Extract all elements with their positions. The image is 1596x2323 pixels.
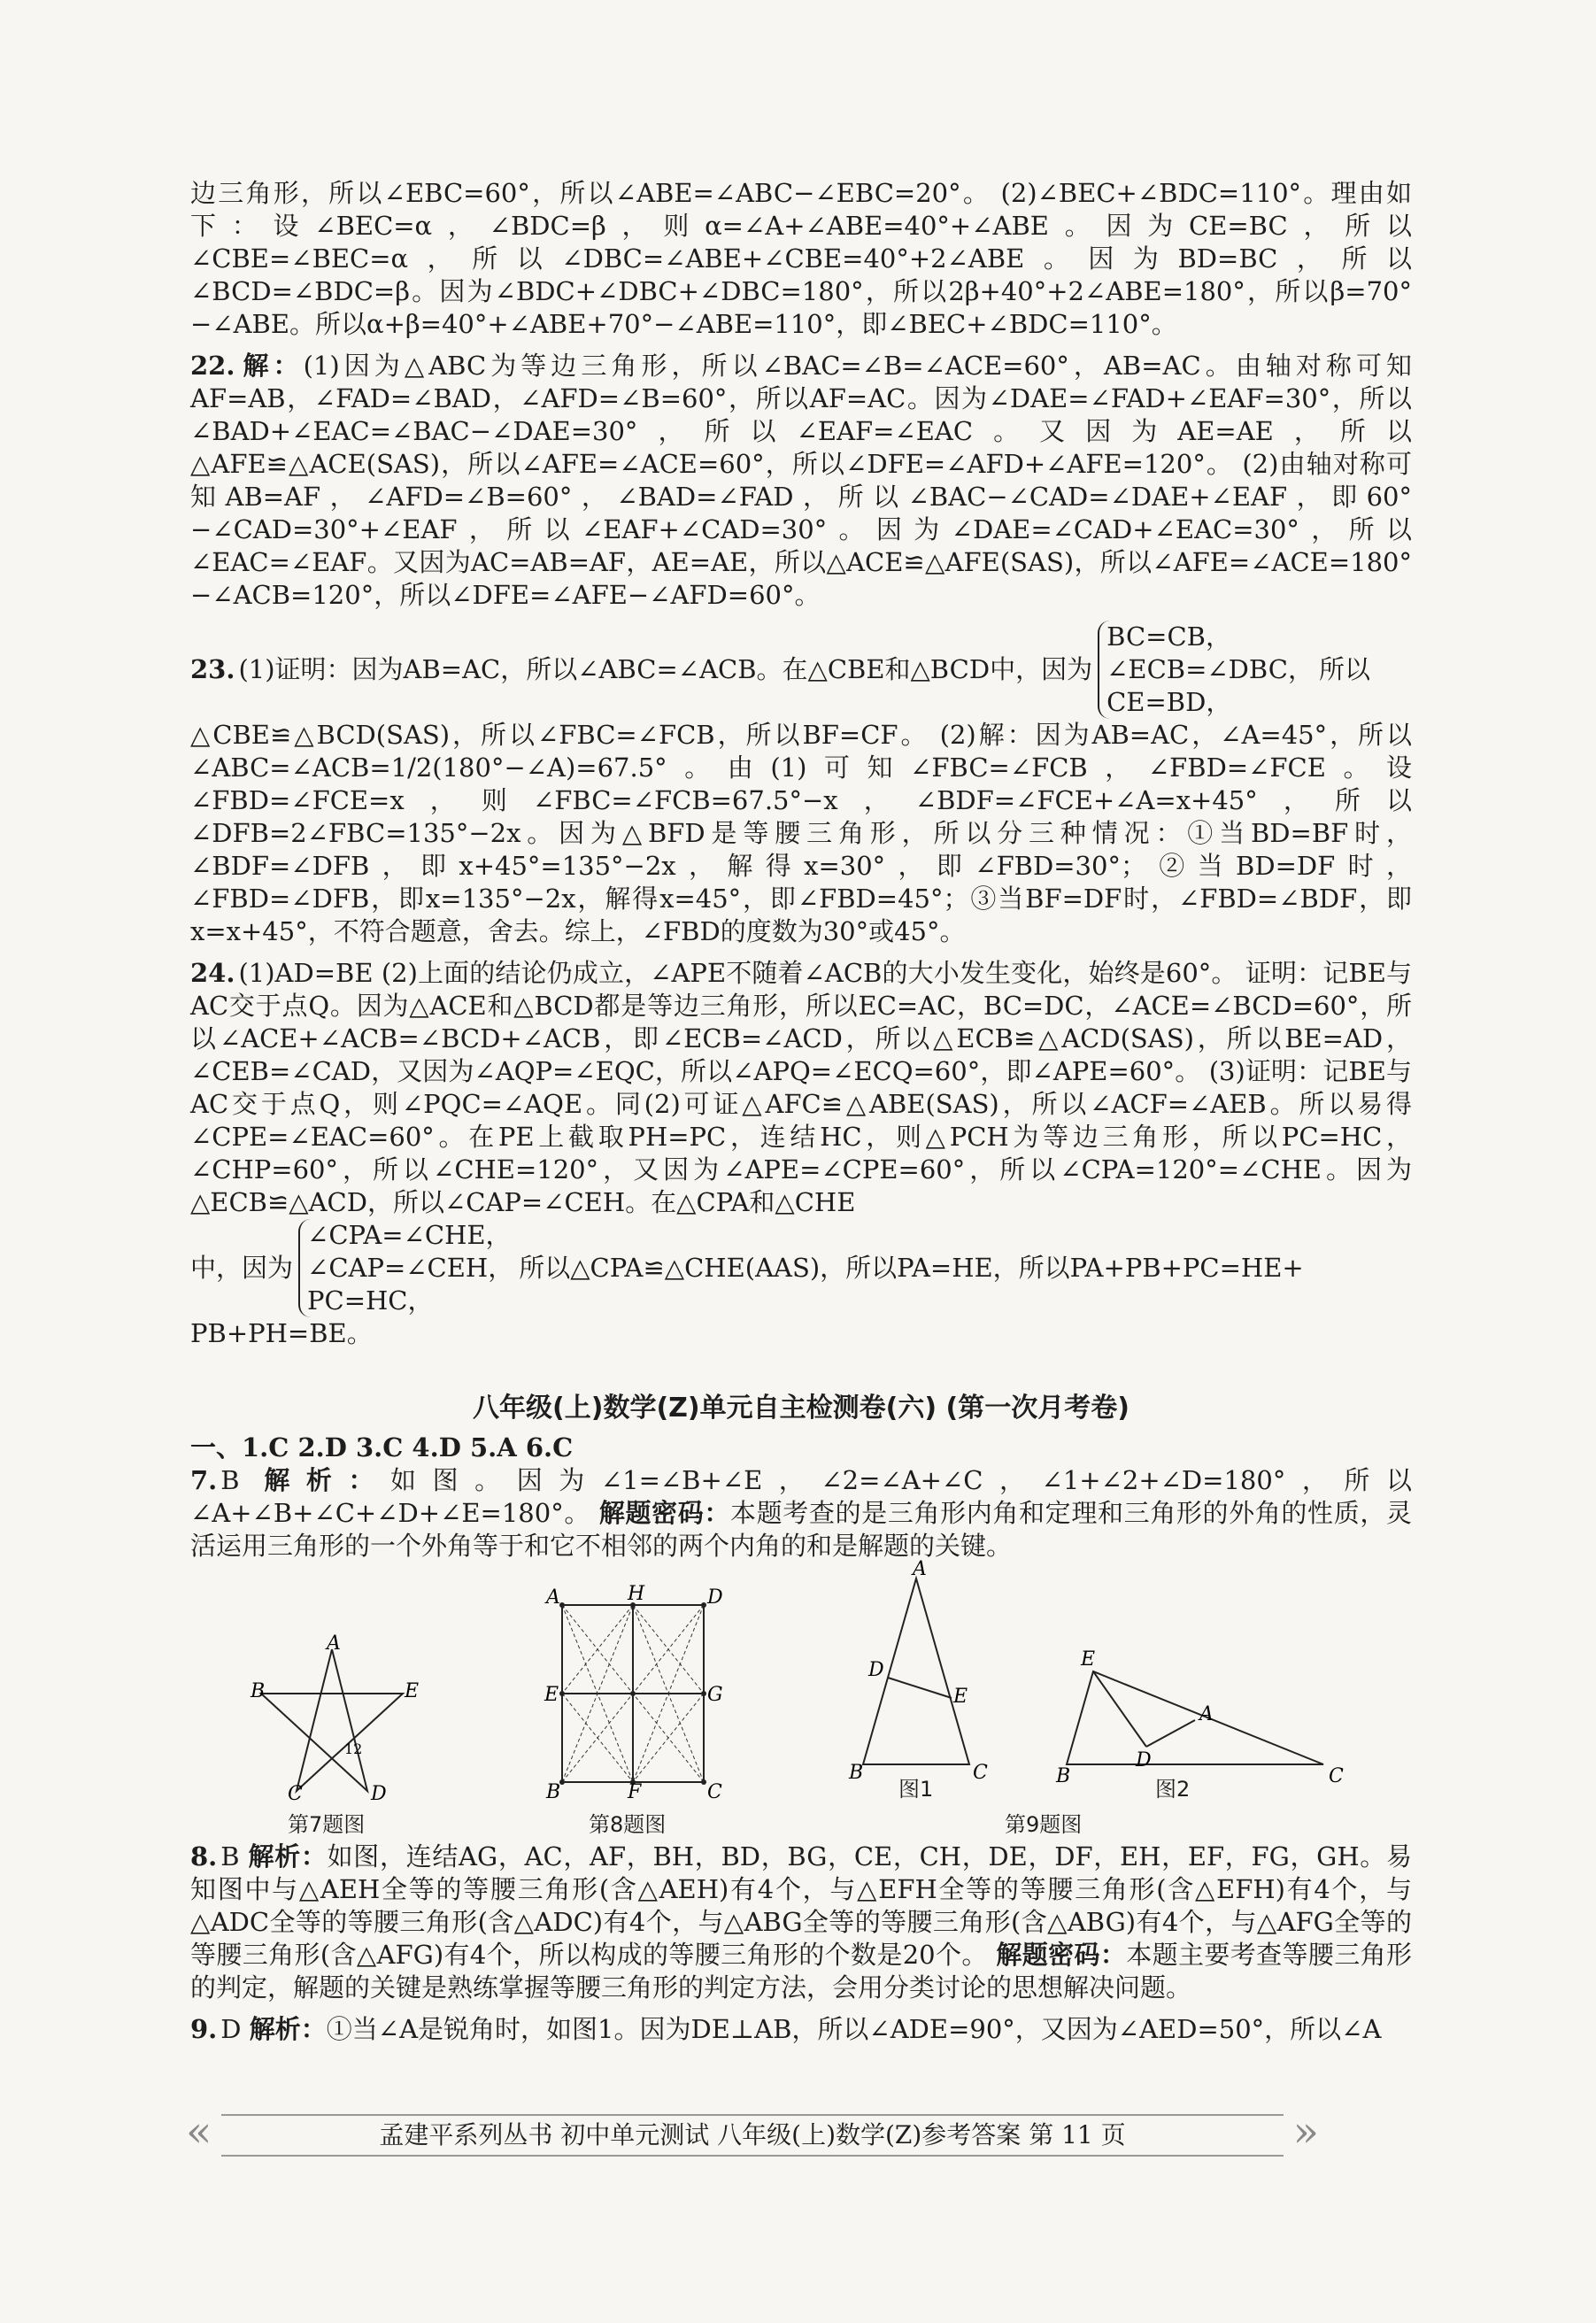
fig9-triangles-diagram	[828, 1558, 1359, 1800]
svg-text:D: D	[868, 1659, 884, 1681]
q7-keyword-2: 解题密码：	[598, 1498, 731, 1528]
q21-continuation: 边三角形，所以∠EBC=60°，所以∠ABE=∠ABC−∠EBC=20°。 (2)∠BEC+∠BDC=110°。理由如下：设∠BEC=α，∠BDC=β，则α=∠A+∠ABE=40°+∠ABE。因为CE=BC，所以∠CBE=∠BEC=α，所以∠DBC=∠ABE+∠CBE=40°+2∠ABE。因为BD=BC，所以∠BCD=∠BDC=β。因为∠BDC+∠DBC+∠DBC=180°，所以2β+40°+2∠ABE=180°，所以β=70°−∠ABE。所以α+β=40°+∠ABE+70°−∠ABE=110°，即∠BEC+∠BDC=110°。	[190, 178, 1412, 339]
q22-text: (1)因为△ABC为等边三角形，所以∠BAC=∠B=∠ACE=60°，AB=AC。由轴对称可知AF=AB，∠FAD=∠BAD，∠AFD=∠B=60°，所以AF=AC。因为∠DAE=∠FAD+∠EAF=30°，所以∠BAD+∠EAC=∠BAC−∠DAE=30°，所以∠EAF=∠EAC。又因为AE=AE，所以△AFE≌△ACE(SAS)，所以∠AFE=∠ACE=60°，所以∠DFE=∠AFD+∠AFE=120°。 (2)由轴对称可知AB=AF，∠AFD=∠B=60°，∠BAD=∠FAD，所以∠BAC−∠CAD=∠DAE+∠EAF，即60°−∠CAD=30°+∠EAF，所以∠EAF+∠CAD=30°。因为∠DAE=∠CAD+∠EAC=30°，所以∠EAC=∠EAF。又因为AC=AB=AF，AE=AE，所以△ACE≌△AFE(SAS)，所以∠AFE=∠ACE=180°−∠ACB=120°，所以∠DFE=∠AFE−∠AFD=60°。	[190, 351, 1412, 610]
q23-brace-line: BC=CB，	[1106, 621, 1231, 652]
q8-choice: B	[220, 1841, 240, 1872]
fig7-caption: 第7题图	[288, 1812, 366, 1837]
q23-brace	[1098, 621, 1314, 719]
q24-text-b: 中，因为	[190, 1253, 294, 1283]
svg-text:B: B	[546, 1781, 561, 1803]
q8-answer	[190, 1841, 1412, 2004]
figure-row	[190, 1558, 1412, 1837]
q7-text-b: 本题考查的是三角形内角和定理和三角形的外角的性质，灵活运用三角形的一个外角等于和它不相邻的两个内角的和是解题的关键。	[190, 1498, 1412, 1561]
fig9-label-1: 图1	[898, 1777, 934, 1802]
right-arrow-icon: »	[1292, 2107, 1319, 2157]
svg-text:C: C	[288, 1783, 303, 1805]
svg-text:E: E	[953, 1686, 968, 1708]
q24-number: 24.	[190, 958, 235, 988]
q22-number: 22.	[190, 351, 235, 381]
q9-choice: D	[220, 2014, 242, 2044]
svg-text:D: D	[371, 1783, 387, 1805]
q9-keyword: 解析：	[249, 2014, 327, 2044]
fig8-grid-diagram	[544, 1583, 723, 1803]
svg-text:G: G	[707, 1684, 723, 1706]
q7-choice: B	[220, 1465, 240, 1495]
q8-text-b: 本题主要考查等腰三角形的判定，解题的关键是熟练掌握等腰三角形的判定方法，会用分类讨论的思想解决问题。	[190, 1940, 1412, 2003]
q9-number: 9.	[190, 2014, 218, 2044]
q24-brace-line: PC=HC，	[307, 1285, 434, 1316]
fig9-caption: 第9题图	[1005, 1812, 1083, 1837]
q24-brace	[298, 1219, 513, 1317]
q22-answer	[190, 350, 1412, 612]
svg-text:B: B	[251, 1680, 266, 1702]
q23-brace-line: CE=BD，	[1106, 687, 1232, 717]
svg-text:H: H	[628, 1583, 645, 1605]
svg-text:C: C	[1329, 1765, 1344, 1787]
svg-text:B: B	[849, 1762, 864, 1784]
q23-text-b: △CBE≌△BCD(SAS)，所以∠FBC=∠FCB，所以BF=CF。 (2)解：因为AB=AC，∠A=45°，所以∠ABC=∠ACB=1/2(180°−∠A)=67.5°。由(1)可知∠FBC=∠FCB，∠FBD=∠FCE。设∠FBD=∠FCE=x，则∠FBC=∠FCB=67.5°−x，∠BDF=∠FCE+∠A=x+45°，所以∠DFB=2∠FBC=135°−2x。因为△BFD是等腰三角形，所以分三种情况：①当BD=BF时，∠BDF=∠DFB，即x+45°=135°−2x，解得x=30°，即∠FBD=30°；②当BD=DF时，∠FBD=∠DFB，即x=135°−2x，解得x=45°，即∠FBD=45°；③当BF=DF时，∠FBD=∠BDF，即x=x+45°，不符合题意，舍去。综上，∠FBD的度数为30°或45°。	[190, 720, 1412, 946]
svg-text:12: 12	[344, 1740, 363, 1757]
q23-number: 23.	[190, 654, 235, 684]
q23-answer	[190, 621, 1412, 948]
q22-keyword: 解：	[238, 351, 304, 381]
q24-brace-line: ∠CAP=∠CEH，	[307, 1253, 514, 1283]
answer-page	[190, 177, 1412, 2046]
q8-keyword: 解析：	[248, 1841, 328, 1872]
fig9-label-2: 图2	[1155, 1777, 1191, 1802]
q7-answer	[190, 1464, 1412, 1563]
footer-text: 孟建平系列丛书 初中单元测试 八年级(上)数学(Z)参考答案 第 11 页	[365, 2116, 1139, 2151]
page-footer	[186, 2107, 1319, 2160]
fig7-star-diagram	[251, 1632, 420, 1805]
q7-text: 如图。因为∠1=∠B+∠E，∠2=∠A+∠C，∠1+∠2+∠D=180°，所以∠A+∠B+∠C+∠D+∠E=180°。	[190, 1465, 1412, 1528]
q8-text: 如图，连结AG，AC，AF，BH，BD，BG，CE，CH，DE，DF，EH，EF，FG，GH。易知图中与△AEH全等的等腰三角形(含△AEH)有4个，与△EFH全等的等腰三角形(含△EFH)有4个，与△ADC全等的等腰三角形(含△ADC)有4个，与△ABG全等的等腰三角形(含△ABG)有4个，与△AFG全等的等腰三角形(含△AFG)有4个，所以构成的等腰三角形的个数是20个。	[190, 1841, 1413, 1970]
q24-text-d: PB+PH=BE。	[190, 1318, 373, 1348]
q23-text-a2: 所以	[1318, 654, 1370, 684]
svg-text:C: C	[973, 1762, 988, 1784]
q23-text-a: (1)证明：因为AB=AC，所以∠ABC=∠ACB。在△CBE和△BCD中，因为	[238, 654, 1093, 684]
svg-text:E: E	[544, 1684, 559, 1706]
q24-text-a: (1)AD=BE (2)上面的结论仍成立，∠APE不随着∠ACB的大小发生变化，始终是60°。 证明：记BE与AC交于点Q。因为△ACE和△BCD都是等边三角形，所以EC=AC，BC=DC，∠ACE=∠BCD=60°，所以∠ACE+∠ACB=∠BCD+∠ACB，即∠ECB=∠ACD，所以△ECB≌△ACD(SAS)，所以BE=AD，∠CEB=∠CAD，又因为∠AQP=∠EQC，所以∠APQ=∠ECQ=60°，即∠APE=60°。 (3)证明：记BE与AC交于点Q，则∠PQC=∠AQE。同(2)可证△AFC≌△ABE(SAS)，所以∠ACF=∠AEB。所以易得∠CPE=∠EAC=60°。在PE上截取PH=PC，连结HC，则△PCH为等边三角形，所以PC=HC，∠CHP=60°，所以∠CHE=120°，又因为∠APE=∠CPE=60°，所以∠CPA=120°=∠CHE。因为△ECB≌△ACD，所以∠CAP=∠CEH。在△CPA和△CHE	[190, 958, 1412, 1217]
choice-answers: 一、1.C 2.D 3.C 4.D 5.A 6.C	[190, 1432, 574, 1462]
q9-text: ①当∠A是锐角时，如图1。因为DE⊥AB，所以∠ADE=90°，又因为∠AED=50°，所以∠A	[326, 2014, 1382, 2044]
q23-brace-line: ∠ECB=∠DBC，	[1106, 654, 1314, 684]
svg-text:D: D	[707, 1586, 723, 1609]
q8-number: 8.	[190, 1841, 218, 1872]
svg-text:A: A	[913, 1558, 927, 1580]
svg-text:A: A	[546, 1586, 560, 1609]
section-title: 八年级(上)数学(Z)单元自主检测卷(六) (第一次月考卷)	[473, 1393, 1130, 1424]
q7-number: 7.	[190, 1465, 218, 1495]
svg-text:A: A	[1199, 1703, 1214, 1725]
q9-answer	[190, 2013, 1412, 2046]
svg-text:D: D	[1136, 1749, 1152, 1771]
svg-text:E: E	[405, 1680, 420, 1702]
q8-keyword-2: 解题密码：	[996, 1940, 1127, 1970]
fig8-caption: 第8题图	[589, 1812, 667, 1837]
svg-text:E: E	[1081, 1648, 1096, 1671]
q24-text-c: 所以△CPA≌△CHE(AAS)，所以PA=HE，所以PA+PB+PC=HE+	[519, 1253, 1304, 1283]
svg-text:C: C	[707, 1781, 722, 1803]
q7-keyword: 解析：	[264, 1465, 391, 1495]
svg-text:A: A	[327, 1632, 341, 1655]
svg-text:F: F	[628, 1781, 642, 1803]
left-arrow-icon: «	[186, 2107, 212, 2157]
q24-answer	[190, 957, 1412, 1350]
svg-text:B: B	[1056, 1765, 1071, 1787]
q24-brace-line: ∠CPA=∠CHE，	[307, 1220, 512, 1250]
